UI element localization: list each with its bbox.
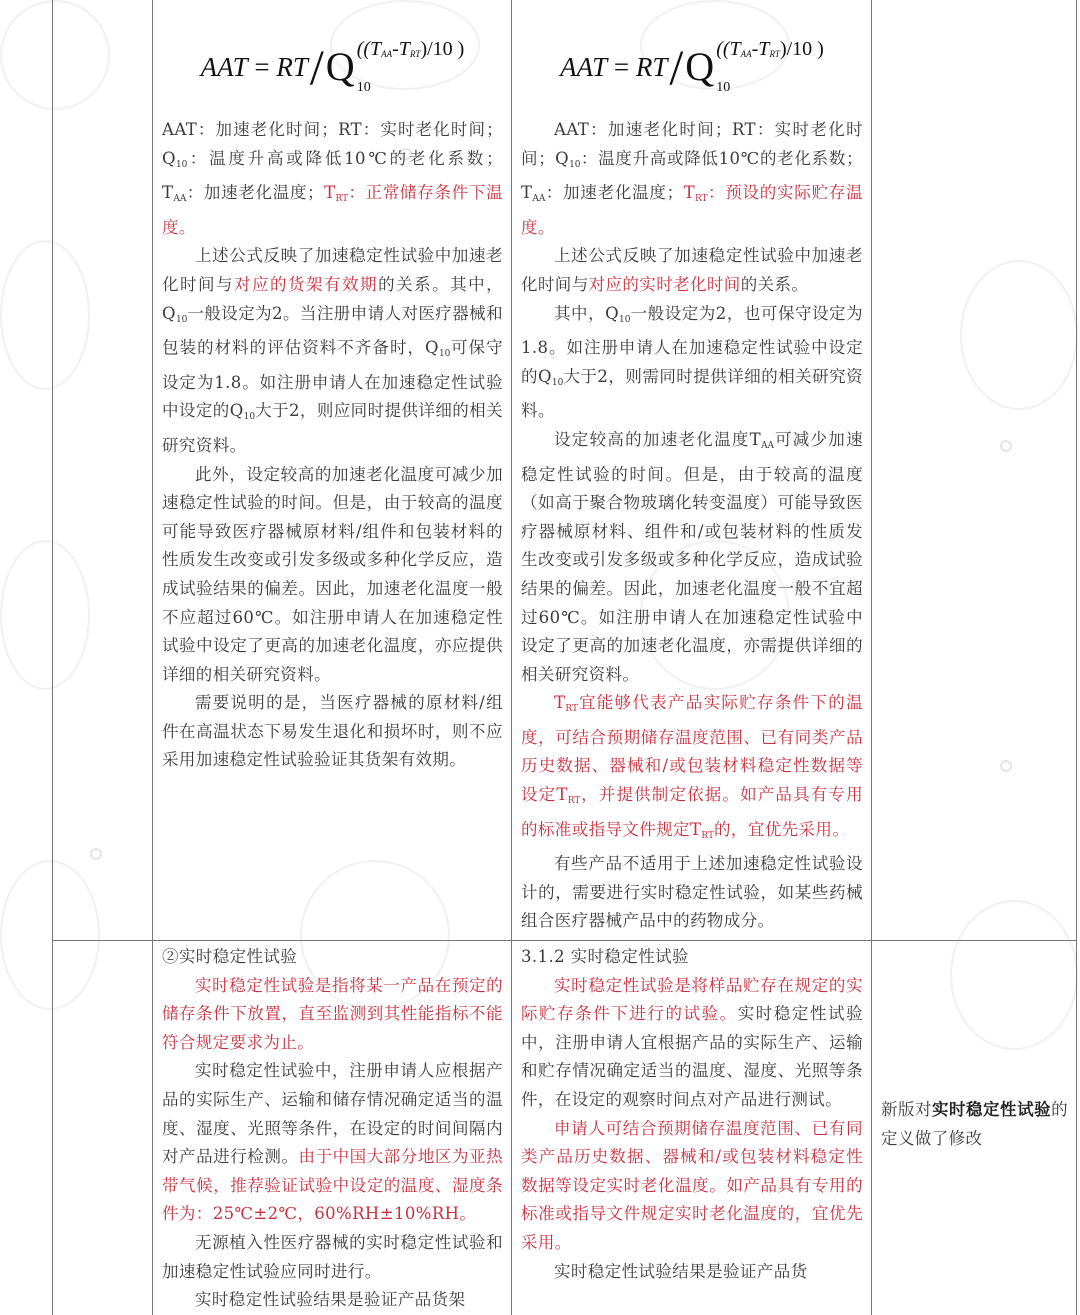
aat-formula <box>162 18 503 116</box>
text-run: ②实时稳定性试验 <box>162 947 298 967</box>
revised-text: 对应的货架有效期 <box>234 274 379 294</box>
revised-text: 的，宜优先采用。 <box>714 819 850 839</box>
paragraph <box>162 1229 503 1286</box>
revised-text: 申请人可结合预期储存温度范围、已有同类产品历史数据、器械和/或包装材料稳定性数据等设定实时老化温度。如产品具有专用的标准或指导文件规定实时老化温度的，宜优先采用。 <box>521 1118 863 1252</box>
subscript: 10 <box>619 314 631 325</box>
revised-text: ：预设的实际贮存温度。 <box>521 183 864 237</box>
subscript: AA <box>532 194 546 205</box>
formula-part: 10 <box>716 80 731 95</box>
text-run: 新版对 <box>881 1100 933 1120</box>
aat-formula <box>521 18 863 116</box>
formula-part: )/10 ) <box>779 38 824 60</box>
subscript: AA <box>761 440 775 451</box>
new-version-cell-accelerated <box>512 0 872 940</box>
formula-slash: / <box>309 39 324 95</box>
paragraph <box>521 1115 863 1258</box>
text-run: 一般设定为2。当注册申请人对医疗器械和包装的材料的评估资料不齐备时，Q <box>162 303 503 358</box>
paragraph <box>521 943 863 972</box>
emphasis-text: 实时稳定性试验 <box>932 1100 1052 1120</box>
formula-part: = <box>607 51 636 82</box>
text-run: 有些产品不适用于上述加速稳定性试验设计的，需要进行实时稳定性试验，如某些药械组合医疗器械产品中的药物成分。 <box>521 854 863 931</box>
paragraph <box>162 689 503 775</box>
text-run: 的定义做了修改 <box>881 1100 1068 1148</box>
category-cell <box>53 940 153 1315</box>
note-cell <box>872 940 1077 1315</box>
revised-text: T <box>683 183 695 203</box>
revised-text: 实时稳定性试验是将样品贮存在规定的实际贮存条件下进行的试验。 <box>521 975 863 1024</box>
paragraphs <box>521 943 863 1286</box>
old-version-cell-realtime <box>153 940 512 1315</box>
subscript: RT <box>335 194 349 205</box>
comparison-table <box>52 0 1076 1315</box>
revised-text: ：正常储存条件下温度。 <box>162 183 503 237</box>
text-run: 一般设定为2，也可保守设定为1.8。如注册申请人在加速稳定性试验中设定的Q <box>521 303 863 386</box>
formula-part: RT <box>635 51 668 82</box>
formula-part: RT <box>276 51 308 82</box>
paragraph <box>521 300 863 426</box>
text-run: 设定较高的加速老化温度T <box>554 429 762 449</box>
formula-part: -T <box>751 38 770 60</box>
paragraph <box>521 1258 863 1287</box>
note-cell <box>872 0 1077 940</box>
revised-text: 对应的实时老化时间 <box>588 274 741 294</box>
paragraph <box>521 116 863 242</box>
paragraph <box>162 1286 503 1315</box>
formula-part: )/10 ) <box>420 38 465 60</box>
formula-part: -T <box>392 38 410 60</box>
text-run: ：温度升高或降低10℃的老化系数；T <box>162 148 503 203</box>
text-run: 需要说明的是，当医疗器械的原材料/组件在高温状态下易发生退化和损坏时，则不应采用加速稳定性试验验证其货架有效期。 <box>162 693 503 770</box>
text-run: 上述公式反映了加速稳定性试验中加速老化时间与 <box>162 246 503 294</box>
formula-exponent <box>716 38 824 65</box>
subscript: RT <box>567 796 581 807</box>
revised-text: T <box>554 693 566 713</box>
text-run: 实时稳定性试验中，注册申请人宜根据产品的实际生产、运输和贮存情况确定适当的温度、湿度、光照等条件，在设定的观察时间点对产品进行测试。 <box>521 1004 863 1109</box>
paragraph <box>521 972 863 1115</box>
paragraphs <box>162 943 503 1315</box>
category-cell <box>53 0 153 940</box>
subscript: RT <box>701 830 715 841</box>
formula-part: ((T <box>716 38 741 60</box>
formula-part: AAT <box>200 51 248 82</box>
text-run: AAT：加速老化时间；RT：实时老化时间；Q <box>521 120 863 168</box>
paragraphs <box>521 116 863 936</box>
formula-part: ((T <box>356 38 382 60</box>
paragraph <box>521 689 863 850</box>
subscript: RT <box>565 704 579 715</box>
revised-text: 实时稳定性试验是指将某一产品在预定的储存条件下放置，直至监测到其性能指标不能符合规定要求为止。 <box>162 975 503 1052</box>
paragraph <box>162 972 503 1058</box>
revised-text: 由于中国大部分地区为亚热带气候，推荐验证试验中设定的温度、湿度条件为：25℃±2℃，60%RH±10%RH。 <box>162 1147 503 1224</box>
subscript: AA <box>173 194 187 205</box>
text-run: 3.1.2 实时稳定性试验 <box>521 947 689 967</box>
text-run: 的关系。 <box>740 274 809 294</box>
text-run: 此外，设定较高的加速老化温度可减少加速稳定性试验的时间。但是，由于较高的温度可能导致医疗器械原材料/组件和包装材料的性质发生改变或引发多级或多种化学反应，造成试验结果的偏差。因此，加速老化温度一般不应超过60℃。如注册申请人在加速稳定性试验中设定了更高的加速老化温度，亦应提供详细的相关研究资料。 <box>162 464 503 684</box>
formula-exponent <box>357 38 465 65</box>
formula-part: 10 <box>356 80 371 95</box>
paragraphs <box>162 116 503 775</box>
text-run: ：温度升高或降低10℃的老化系数；T <box>521 148 863 203</box>
paragraph <box>162 461 503 690</box>
old-version-cell-accelerated <box>153 0 512 940</box>
text-run: 上述公式反映了加速稳定性试验中加速老化时间与 <box>521 246 863 294</box>
formula-index-stack <box>716 38 824 96</box>
text-run: 实时稳定性试验结果是验证产品货架 <box>195 1290 466 1310</box>
text-run: 可减少加速稳定性试验的时间。但是，由于较高的温度（如高于聚合物玻璃化转变温度）可能导致医疗器械原材料、组件和/或包装材料的性质发生改变或引发多级或多种化学反应，造成试验结果的偏差。因此，加速老化温度一般不宜超过60℃。如注册申请人在加速稳定性试验中设定了更高的加速老化温度，亦需提供详细的相关研究资料。 <box>521 429 863 684</box>
subscript: 10 <box>438 349 451 360</box>
change-note <box>881 1096 1068 1153</box>
formula-part: = <box>247 51 277 82</box>
subscript: 10 <box>551 377 564 388</box>
formula-index-stack <box>357 38 465 96</box>
text-run: ：加速老化温度； <box>545 183 684 203</box>
text-run: 可保守设定为1.8。如注册申请人在加速稳定性试验中设定的Q <box>162 338 503 421</box>
new-version-cell-realtime <box>512 940 872 1315</box>
formula-part: AAT <box>560 51 608 82</box>
revised-text: T <box>324 183 336 203</box>
paragraph <box>521 242 863 299</box>
revised-text: ，并提供制定依据。如产品具有专用的标准或指导文件规定T <box>521 785 863 839</box>
subscript: RT <box>694 194 708 205</box>
formula-part: RT <box>409 49 421 59</box>
formula-part: AA <box>381 49 393 59</box>
subscript: 10 <box>175 159 188 170</box>
paragraph <box>162 116 503 242</box>
text-run: 大于2，则应同时提供详细的相关研究资料。 <box>162 401 503 455</box>
formula-part: Q <box>685 44 715 89</box>
text-run: 无源植入性医疗器械的实时稳定性试验和加速稳定性试验应同时进行。 <box>162 1232 503 1281</box>
text-run: ：加速老化温度； <box>186 183 325 203</box>
paragraph <box>162 1057 503 1229</box>
subscript: 10 <box>175 314 188 325</box>
formula-part: AA <box>740 49 752 59</box>
text-run: 实时稳定性试验中，注册申请人应根据产品的实际生产、运输和储存情况确定适当的温度、湿度、光照等条件，在设定的时间间隔内对产品进行检测。 <box>162 1061 503 1167</box>
text-run: AAT：加速老化时间；RT：实时老化时间；Q <box>162 120 503 168</box>
subscript: 10 <box>243 412 256 423</box>
paragraph <box>521 426 863 689</box>
text-run: 其中，Q <box>554 303 620 323</box>
paragraph <box>162 242 503 460</box>
subscript: 10 <box>569 159 581 170</box>
text-run: 的关系。其中，Q <box>162 274 504 323</box>
paragraph <box>521 850 863 936</box>
formula-slash: / <box>669 39 684 95</box>
revised-text: 宜能够代表产品实际贮存条件下的温度，可结合预期储存温度范围、已有同类产品历史数据、器械和/或包装材料稳定性数据等设定T <box>521 693 863 805</box>
text-run: 实时稳定性试验结果是验证产品货 <box>554 1261 808 1281</box>
formula-part: RT <box>769 49 780 59</box>
text-run: 大于2，则需同时提供详细的相关研究资料。 <box>521 366 864 421</box>
paragraph <box>162 943 503 972</box>
formula-part: Q <box>325 44 355 89</box>
